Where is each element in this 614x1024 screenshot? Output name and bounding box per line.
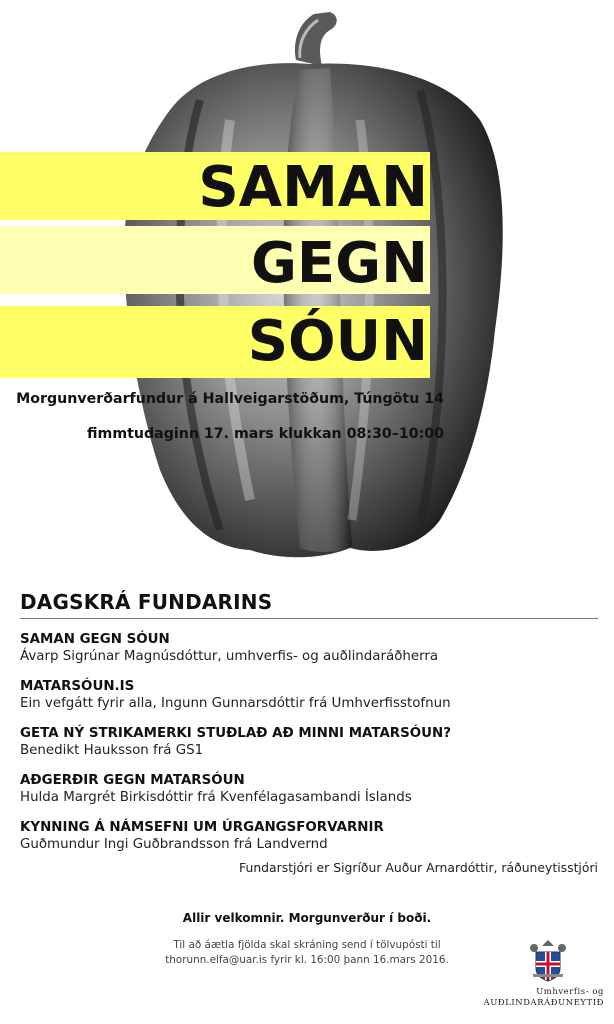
ministry-name-line-1: Umhverfis- og [536,986,604,996]
agenda-item-title: SAMAN GEGN SÓUN [20,632,170,647]
agenda-item-title: GETA NÝ STRIKAMERKI STUÐLAÐ AÐ MINNI MATARSÓUN? [20,726,451,741]
agenda-item [20,772,598,807]
meeting-chair-text: Fundarstjóri er Sigríður Auður Arnardóttir, ráðuneytisstjóri [239,860,598,875]
agenda-item-desc: Ávarp Sigrúnar Magnúsdóttur, umhverfis- og auðlindaráðherra [20,649,439,664]
title-line-2: GEGN [250,231,428,296]
registration-line-2: thorunn.elfa@uar.is fyrir kl. 16:00 þann 16.mars 2016. [165,954,449,966]
agenda-item-title: MATARSÓUN.IS [20,679,135,694]
agenda-item-title: AÐGERÐIR GEGN MATARSÓUN [20,773,245,788]
registration-line-1: Til að áætla fjölda skal skráning send í tölvupósti til [173,939,441,951]
agenda-item-desc: Hulda Margrét Birkisdóttir frá Kvenfélagasambandi Íslands [20,790,412,805]
title-line-3: SÓUN [247,309,428,374]
agenda-item [20,725,598,760]
ministry-name [484,986,604,1008]
ministry-name-line-2: AUÐLINDARÁÐUNEYTIÐ [483,997,604,1007]
venue-text: Morgunverðarfundur á Hallveigarstöðum, Túngötu 14 [16,391,444,407]
agenda-item [20,678,598,713]
registration-text [0,938,614,968]
agenda-item-desc: Ein vefgátt fyrir alla, Ingunn Gunnarsdóttir frá Umhverfisstofnun [20,696,451,711]
title-line-1: SAMAN [198,155,428,220]
agenda-heading: DAGSKRÁ FUNDARINS [20,590,598,619]
welcome-text: Allir velkomnir. Morgunverður í boði. [182,911,432,925]
agenda-item [20,631,598,666]
agenda-item [20,819,598,854]
agenda-item-desc: Benedikt Hauksson frá GS1 [20,743,204,758]
agenda-item-desc: Guðmundur Ingi Guðbrandsson frá Landvernd [20,837,328,852]
coat-of-arms-icon [528,938,568,982]
agenda-section [20,590,598,854]
agenda-item-title: KYNNING Á NÁMSEFNI UM ÚRGANGSFORVARNIR [20,820,384,835]
datetime-text: fimmtudaginn 17. mars klukkan 08:30–10:00 [87,426,444,442]
